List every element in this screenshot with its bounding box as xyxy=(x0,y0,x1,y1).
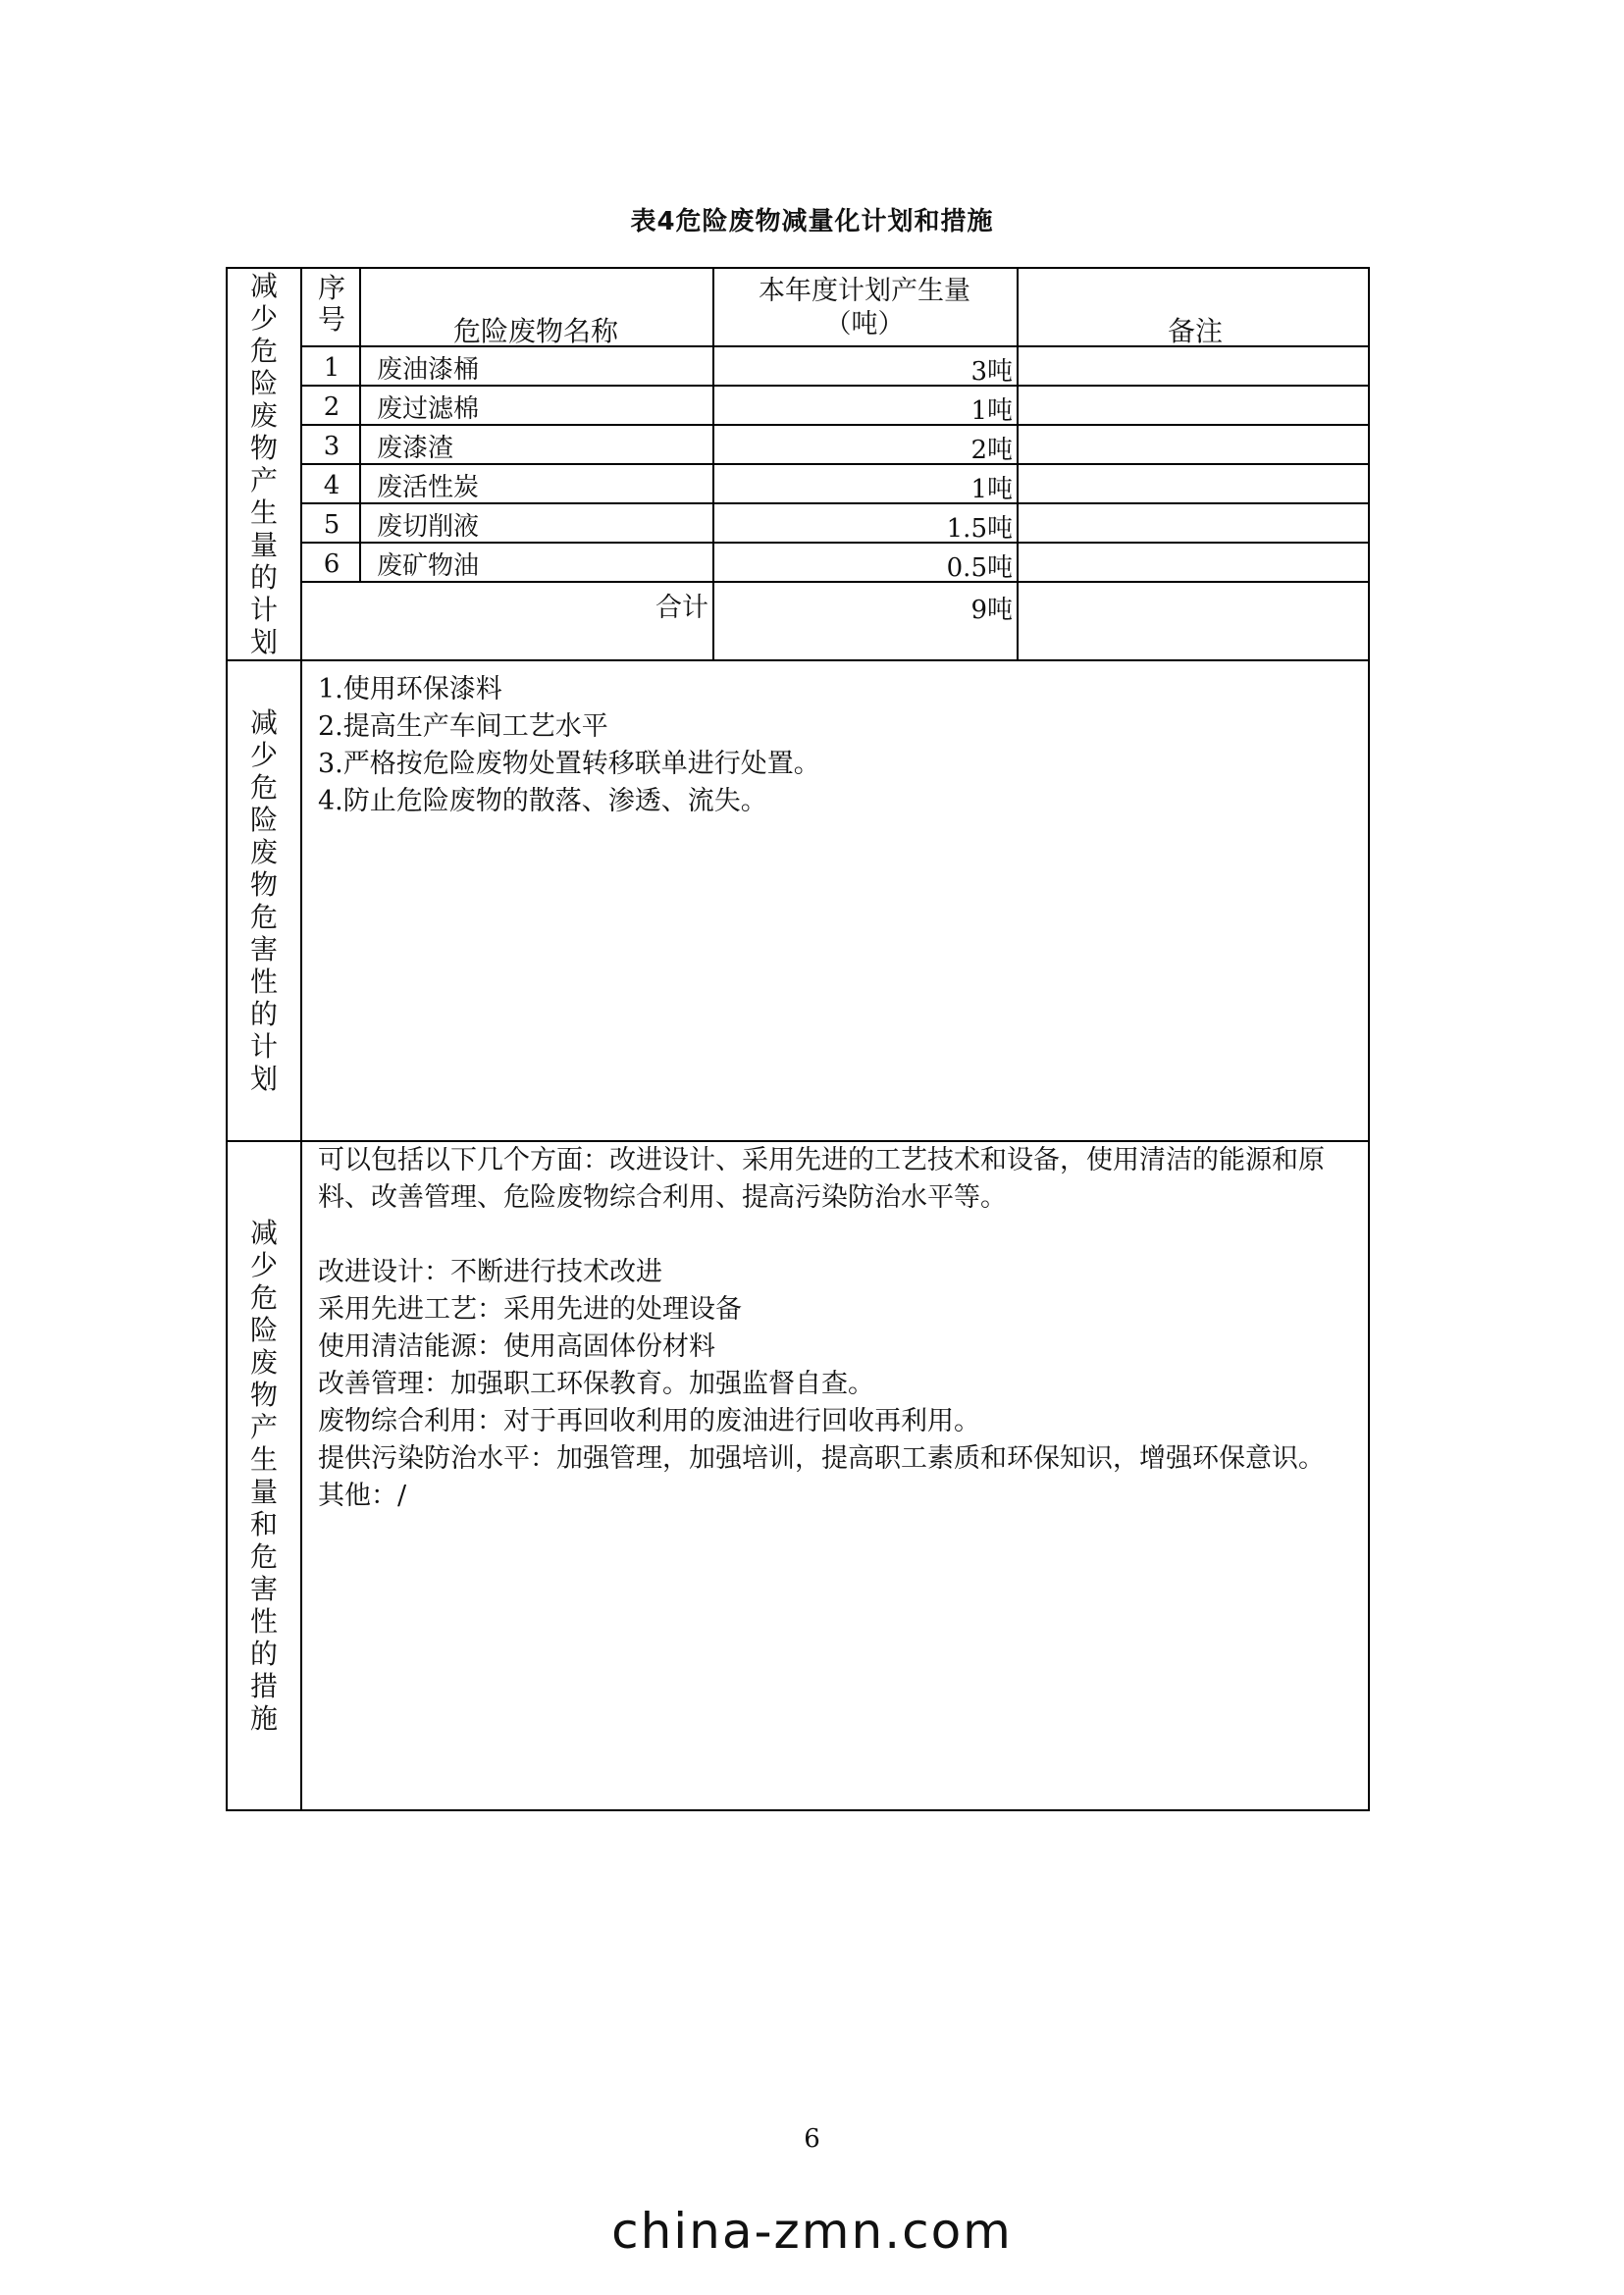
label-char: 划 xyxy=(249,626,278,658)
intro-text: 可以包括以下几个方面：改进设计、采用先进的工艺技术和设备，使用清洁的能源和原料、改善管理、危险废物综合利用、提高污染防治水平等。 xyxy=(318,1145,1325,1213)
list-item: 废物综合利用：对于再回收利用的废油进行回收再利用。 xyxy=(318,1406,980,1436)
section1-label xyxy=(228,269,300,659)
row-amount: 1.5吨 xyxy=(946,514,1013,544)
label-char: 的 xyxy=(249,1638,278,1670)
section3-content xyxy=(318,1142,1358,1515)
label-char: 险 xyxy=(249,1314,278,1346)
list-item: 改进设计：不断进行技术改进 xyxy=(318,1257,662,1287)
label-char: 量 xyxy=(249,1476,278,1508)
list-item: 1.使用环保漆料 xyxy=(318,674,502,704)
row-no: 3 xyxy=(323,432,341,461)
label-char: 险 xyxy=(249,367,278,399)
list-item: 提供污染防治水平：加强管理，加强培训，提高职工素质和环保知识，增强环保意识。 xyxy=(318,1443,1325,1474)
list-item: 3.严格按危险废物处置转移联单进行处置。 xyxy=(318,749,820,779)
row-divider xyxy=(300,463,1368,465)
total-label: 合计 xyxy=(655,593,708,623)
label-char: 性 xyxy=(249,965,278,998)
page-number: 6 xyxy=(804,2124,820,2154)
header-amount: 本年度计划产生量 （吨） xyxy=(759,276,970,339)
label-char: 生 xyxy=(249,496,278,529)
label-char: 少 xyxy=(249,739,278,771)
label-char: 危 xyxy=(249,1281,278,1314)
row-name: 废过滤棉 xyxy=(377,394,480,424)
row-no: 5 xyxy=(323,510,341,540)
label-char: 物 xyxy=(249,868,278,901)
label-char: 废 xyxy=(249,1346,278,1379)
row-amount: 2吨 xyxy=(970,436,1013,465)
label-char: 物 xyxy=(249,1379,278,1411)
list-item: 使用清洁能源：使用高固体份材料 xyxy=(318,1331,715,1362)
label-char: 害 xyxy=(249,1573,278,1605)
header-note: 备注 xyxy=(1167,315,1223,347)
label-char: 危 xyxy=(249,1540,278,1573)
label-char: 少 xyxy=(249,302,278,335)
watermark: china-zmn.com xyxy=(611,2203,1013,2260)
section3-label xyxy=(228,1142,300,1809)
label-char: 险 xyxy=(249,804,278,836)
list-item: 改善管理：加强职工环保教育。加强监督自查。 xyxy=(318,1369,874,1399)
list-item: 2.提高生产车间工艺水平 xyxy=(318,711,608,742)
label-char: 生 xyxy=(249,1443,278,1476)
label-char: 的 xyxy=(249,561,278,594)
row-no: 2 xyxy=(323,392,341,422)
label-char: 减 xyxy=(249,1217,278,1249)
label-char: 和 xyxy=(249,1508,278,1540)
label-column-divider xyxy=(300,269,302,1809)
total-amount: 9吨 xyxy=(970,596,1013,625)
row-name: 废矿物油 xyxy=(377,551,480,581)
label-char: 号 xyxy=(317,303,345,336)
list-item: 4.防止危险废物的散落、渗透、流失。 xyxy=(318,786,767,816)
label-char: 量 xyxy=(249,529,278,561)
label-char: 序 xyxy=(317,272,345,304)
list-item: 采用先进工艺：采用先进的处理设备 xyxy=(318,1294,742,1325)
row-name: 废活性炭 xyxy=(377,473,480,502)
label-char: 施 xyxy=(249,1702,278,1735)
label-char: 减 xyxy=(249,706,278,739)
label-char: 性 xyxy=(249,1605,278,1638)
label-char: 划 xyxy=(249,1063,278,1095)
row-no: 4 xyxy=(323,471,341,500)
row-amount: 0.5吨 xyxy=(946,553,1013,583)
list-item: 其他：/ xyxy=(318,1481,407,1511)
header-no xyxy=(304,273,359,336)
section2-content xyxy=(318,671,820,820)
row-no: 6 xyxy=(323,549,341,579)
label-char: 废 xyxy=(249,399,278,432)
waste-plan-table xyxy=(226,267,1370,1811)
label-char: 危 xyxy=(249,335,278,367)
label-char: 废 xyxy=(249,836,278,868)
row-amount: 3吨 xyxy=(970,357,1013,387)
header-name: 危险废物名称 xyxy=(452,315,618,347)
row-amount: 1吨 xyxy=(970,475,1013,504)
label-char: 减 xyxy=(249,270,278,302)
row-name: 废切削液 xyxy=(377,512,480,542)
row-name: 废油漆桶 xyxy=(377,355,480,385)
section2-label xyxy=(228,661,300,1140)
col-divider xyxy=(359,269,361,583)
label-char: 产 xyxy=(249,464,278,496)
row-name: 废漆渣 xyxy=(377,434,454,463)
label-char: 危 xyxy=(249,901,278,933)
row-no: 1 xyxy=(323,353,341,383)
section-divider xyxy=(228,659,1368,661)
row-amount: 1吨 xyxy=(970,396,1013,426)
label-char: 计 xyxy=(249,594,278,626)
label-char: 计 xyxy=(249,1030,278,1063)
label-char: 害 xyxy=(249,933,278,965)
label-char: 措 xyxy=(249,1670,278,1702)
page-title: 表4危险废物减量化计划和措施 xyxy=(630,207,994,236)
label-char: 产 xyxy=(249,1411,278,1443)
label-char: 的 xyxy=(249,998,278,1030)
label-char: 危 xyxy=(249,771,278,804)
label-char: 少 xyxy=(249,1249,278,1281)
label-char: 物 xyxy=(249,432,278,464)
